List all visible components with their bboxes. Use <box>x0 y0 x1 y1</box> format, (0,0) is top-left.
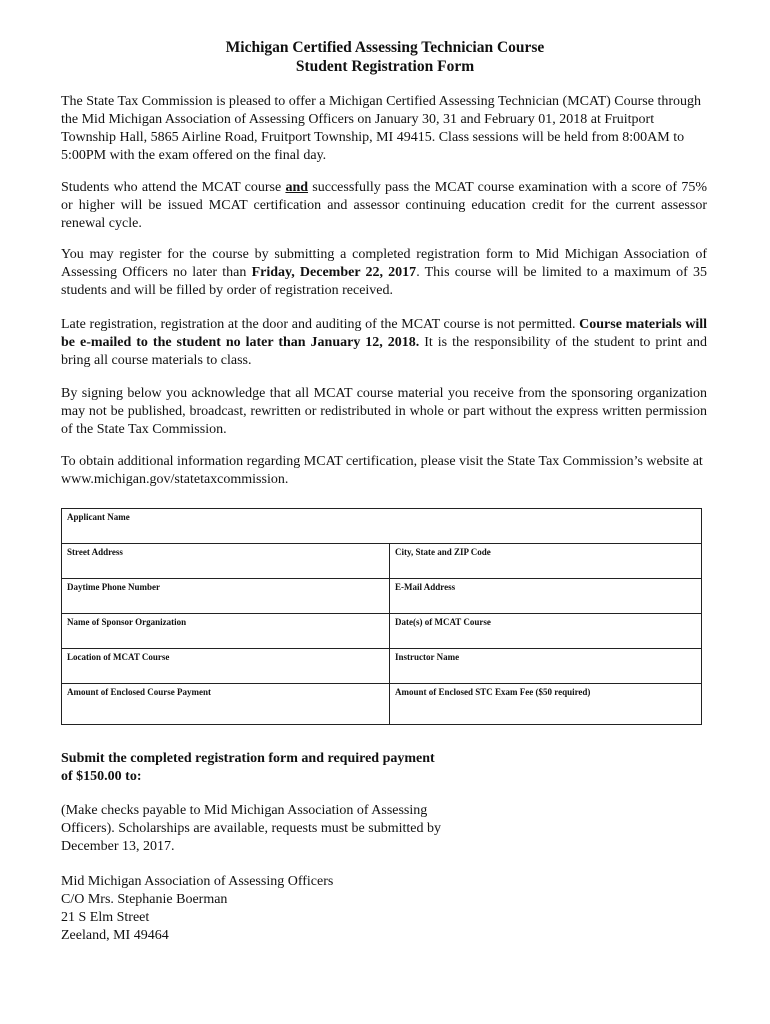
registration-table <box>61 508 702 725</box>
mailing-address <box>61 873 481 945</box>
daytime-phone-field[interactable]: Daytime Phone Number <box>62 579 390 614</box>
registration-deadline-paragraph <box>61 246 707 300</box>
course-location-field[interactable]: Location of MCAT Course <box>62 649 390 684</box>
street-address-field[interactable]: Street Address <box>62 544 390 579</box>
late-registration-paragraph <box>61 316 707 370</box>
certification-text-a: Students who attend the MCAT course <box>61 180 286 195</box>
more-info-paragraph: To obtain additional information regarding MCAT certification, please visit the State Tax Commission’s website at www.michigan.gov/statetaxcommission. <box>61 454 703 487</box>
late-text-a: Late registration, registration at the door and auditing of the MCAT course is not permitted. <box>61 317 580 332</box>
certification-text-b: successfully pass the MCAT course examination with a score of 75% or higher will be issued MCAT certification and assessor continuing education credit for the current assessor renewal cycle. <box>61 180 707 231</box>
address-organization: Mid Michigan Association of Assessing Officers <box>61 874 334 889</box>
submit-instructions <box>61 750 481 786</box>
deadline-text-b: . This course will be limited to a maximum of 35 students and will be filled by order of registration received. <box>61 265 707 298</box>
form-title: Michigan Certified Assessing Technician Course <box>225 39 545 56</box>
deadline-text-a: You may register for the course by submitting a completed registration form to Mid Michigan Association of Assessing Officers no later than <box>61 247 707 280</box>
course-payment-field[interactable]: Amount of Enclosed Course Payment <box>62 684 390 725</box>
email-field[interactable]: E-Mail Address <box>390 579 702 614</box>
form-subtitle: Student Registration Form <box>295 58 475 75</box>
acknowledgement-paragraph: By signing below you acknowledge that all MCAT course material you receive from the sponsoring organization may not be published, broadcast, rewritten or redistributed in whole or part without the express written permission of the State Tax Commission. <box>61 386 707 437</box>
submit-line-1: Submit the completed registration form and required payment <box>61 751 435 766</box>
late-text-b: It is the responsibility of the student to print and bring all course materials to class. <box>61 335 707 368</box>
submit-line-2: of $150.00 to: <box>61 769 142 784</box>
stc-exam-fee-field[interactable]: Amount of Enclosed STC Exam Fee ($50 required) <box>390 684 702 725</box>
city-state-zip-field[interactable]: City, State and ZIP Code <box>390 544 702 579</box>
mcat-dates-field[interactable]: Date(s) of MCAT Course <box>390 614 702 649</box>
address-attention: C/O Mrs. Stephanie Boerman <box>61 892 228 907</box>
deadline-date: Friday, December 22, 2017 <box>251 265 417 280</box>
address-street: 21 S Elm Street <box>61 910 150 925</box>
materials-notice: Course materials will be e-mailed to the student no later than January 12, 2018. <box>61 317 707 350</box>
address-city: Zeeland, MI 49464 <box>61 928 169 943</box>
applicant-name-field[interactable]: Applicant Name <box>62 509 702 544</box>
certification-paragraph <box>61 179 707 233</box>
instructor-name-field[interactable]: Instructor Name <box>390 649 702 684</box>
checks-payable-note: (Make checks payable to Mid Michigan Association of Assessing Officers). Scholarships are available, requests must be submitted by December 13, 2017. <box>61 803 441 854</box>
and-emphasis: and <box>285 180 309 195</box>
intro-paragraph: The State Tax Commission is pleased to offer a Michigan Certified Assessing Technician (MCAT) Course through the Mid Michigan Association of Assessing Officers on January 30, 31 and February 01, 2018 at Fruitport Township Hall, 5865 Airline Road, Fruitport Township, MI 49415. Class sessions will be held from 8:00AM to 5:00PM with the exam offered on the final day. <box>61 94 701 163</box>
sponsor-organization-field[interactable]: Name of Sponsor Organization <box>62 614 390 649</box>
